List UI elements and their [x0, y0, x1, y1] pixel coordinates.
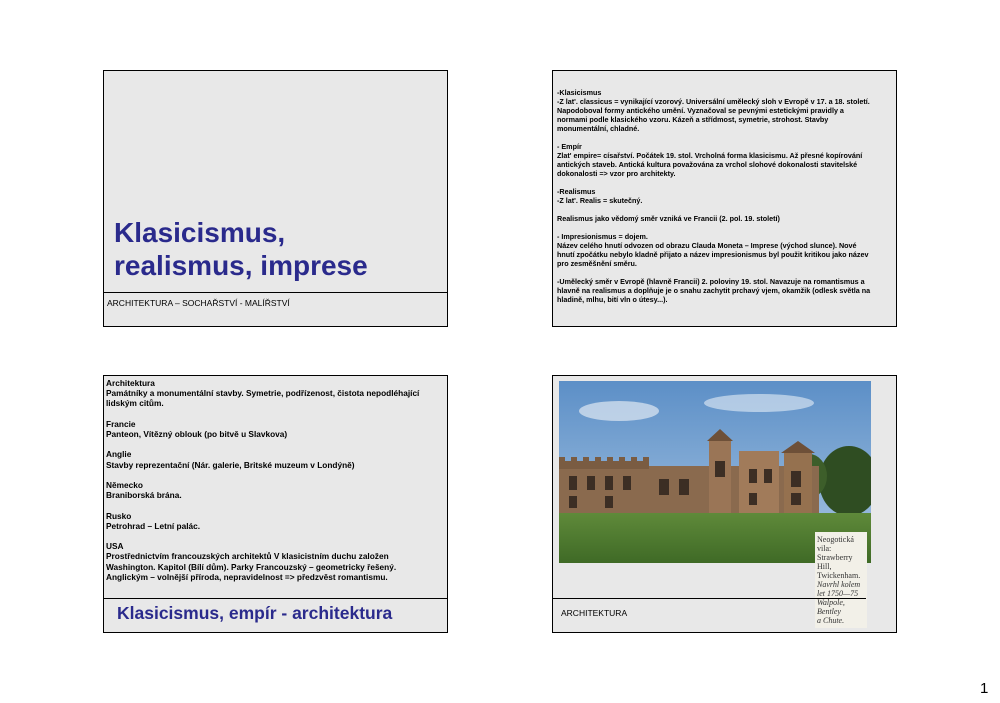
caption-line: vila: — [817, 544, 832, 553]
text-line: monumentální, chladné. — [557, 124, 640, 133]
text-line — [557, 223, 897, 232]
slide-subtitle: Klasicismus, empír - architektura — [117, 603, 393, 623]
caption-line: Twickenham. — [817, 571, 861, 580]
photo-caption — [815, 532, 867, 628]
text-line: -Z lat'. classicus = vynikající vzorový. Universální umělecký sloh v Evropě v 17. a 18. století. — [557, 97, 870, 106]
slide-photo — [552, 375, 897, 633]
text-line: Anglie — [106, 449, 132, 460]
text-line: Francie — [106, 418, 136, 429]
text-line: normami podle klasického vzoru. Kázeň a střídmost, symetrie, strohost. Stavby — [557, 115, 829, 124]
caption-line: Strawberry — [817, 553, 853, 562]
text-line: Památníky a monumentální stavby. Symetrie, podřízenost, čistota nepodléhající — [106, 388, 420, 399]
page-number: 1 — [980, 680, 989, 697]
caption-line: Walpole, — [817, 598, 845, 607]
text-line: Architektura — [106, 378, 155, 388]
footer-divider — [104, 598, 447, 599]
text-line — [106, 531, 444, 541]
text-line: Napodoboval formy antického umění. Vyznačoval se pevnými estetickými pravidly a — [557, 106, 844, 115]
text-line: Braniborská brána. — [106, 490, 182, 501]
text-line — [557, 205, 897, 214]
text-line: antických staveb. Antická kultura považována za vrchol slohové dokonalosti stavitelské — [557, 160, 858, 169]
text-line: Německo — [106, 480, 143, 491]
slide-architecture — [103, 375, 448, 633]
title-line-1: Klasicismus, — [114, 217, 286, 248]
text-line — [557, 133, 897, 142]
text-line — [106, 439, 444, 449]
text-line — [106, 500, 444, 510]
caption-line: Bentley — [817, 607, 841, 616]
slide-definitions — [552, 70, 897, 327]
footer-divider — [553, 598, 866, 599]
text-line: -Klasicismus — [557, 88, 602, 97]
text-line: pro zesměšnění směru. — [557, 259, 637, 268]
text-line: hnutí zpočátku nebylo kladně přijato a název impresionismus byl použit kritikou jako název — [557, 250, 869, 259]
text-line: Rusko — [106, 510, 132, 521]
text-line: Anglickým – volnější příroda, nepravidelnost => předzvěst romantismu. — [106, 571, 388, 582]
slide-footer: ARCHITEKTURA — [561, 608, 628, 618]
caption-line: Navrhl kolem — [817, 580, 861, 589]
text-line — [557, 178, 897, 187]
text-line: - Impresionismus = dojem. — [557, 232, 648, 241]
text-line — [106, 470, 444, 480]
text-line: -Umělecký směr v Evropě (hlavně Francii) 2. poloviny 19. stol. Navazuje na romantismus a — [557, 277, 865, 286]
text-line: -Z lat'. Realis = skutečný. — [557, 196, 643, 205]
text-line: Realismus jako vědomý směr vzniká ve Francii (2. pol. 19. století) — [557, 214, 780, 223]
text-line: Prostřednictvím francouzských architektů V klasicistním duchu založen — [106, 551, 389, 562]
definitions-text — [557, 88, 897, 304]
text-line: - Empír — [557, 142, 582, 151]
caption-line: Hill, — [817, 562, 832, 571]
text-line: USA — [106, 541, 124, 552]
text-line: Washington. Kapitol (Bílí dům). Parky Francouzský – geometricky řešený. — [106, 561, 397, 572]
caption-line: a Chute. — [817, 616, 845, 625]
slide-title — [103, 70, 448, 327]
text-line: dokonalosti => vzor pro architekty. — [557, 169, 676, 178]
text-line — [106, 409, 444, 419]
caption-line: Neogotická — [817, 535, 854, 544]
text-line: -Realismus — [557, 187, 596, 196]
text-line: Zlat' empire= císařství. Počátek 19. stol. Vrcholná forma klasicismu. Až přesné kopírování — [557, 151, 863, 160]
architecture-text — [106, 378, 444, 582]
slide-footer: ARCHITEKTURA – SOCHAŘSTVÍ - MALÍŘSTVÍ — [107, 298, 290, 308]
text-line: hladině, mlhu, bití vln o útesy...). — [557, 295, 668, 304]
slide-title-heading — [114, 216, 444, 282]
text-line: Panteon, Vítězný oblouk (po bitvě u Slavkova) — [106, 429, 288, 440]
text-line: lidským citům. — [106, 398, 164, 409]
text-line — [557, 268, 897, 277]
text-line: Petrohrad – Letní palác. — [106, 520, 201, 531]
title-line-2: realismus, imprese — [114, 250, 368, 281]
text-line: Název celého hnutí odvozen od obrazu Clauda Moneta – Imprese (východ slunce). Nové — [557, 241, 857, 250]
text-line: Stavby reprezentační (Nár. galerie, Britské muzeum v Londýně) — [106, 459, 355, 470]
footer-divider — [104, 292, 447, 293]
caption-line: let 1750—75 — [817, 589, 859, 598]
text-line: hlavně na realismus a doplňuje je o snahu zachytit prchavý vjem, okamžik (odlesk světla na — [557, 286, 871, 295]
